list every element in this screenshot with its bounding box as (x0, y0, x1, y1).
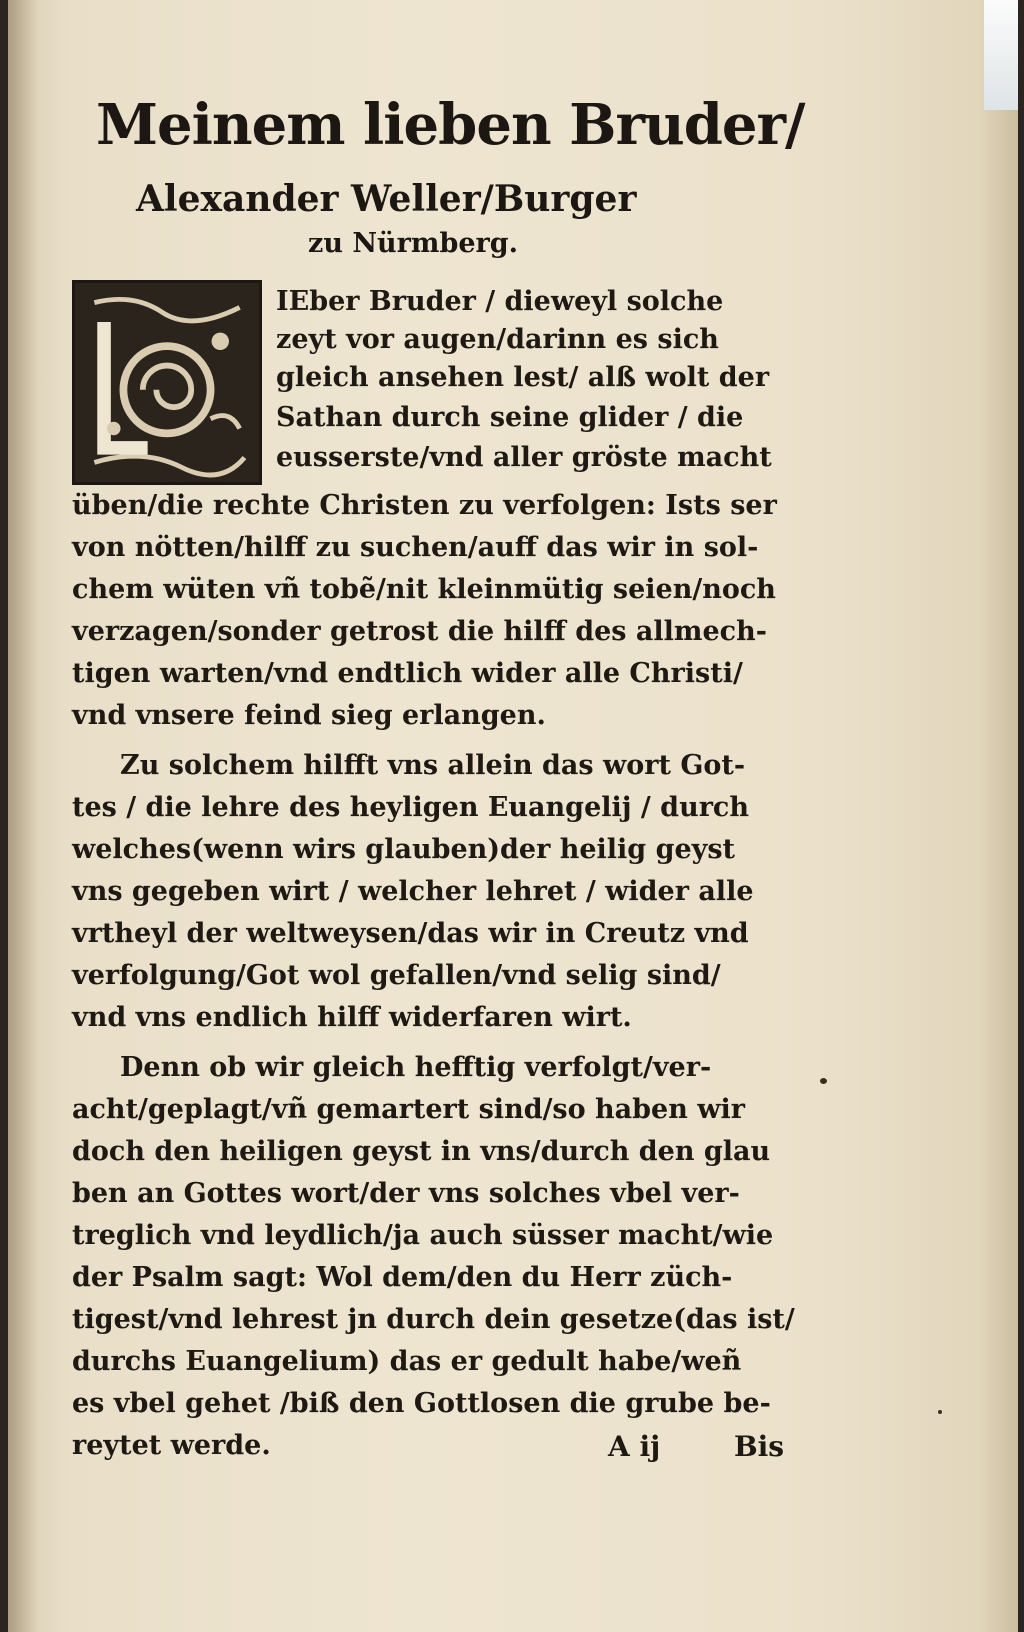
text-line: tigen warten/vnd endtlich wider alle Christi/ (72, 658, 743, 689)
text-line: gleich ansehen lest/ alß wolt der (276, 362, 770, 393)
text-line: von nötten/hilff zu suchen/auff das wir in sol- (72, 532, 759, 563)
text-line: verzagen/sonder getrost die hilff des allmech- (72, 616, 767, 647)
text-line: tigest/vnd lehrest jn durch dein gesetze(das ist/ (72, 1304, 795, 1335)
ornament-icon (75, 283, 259, 482)
page-edge (984, 0, 1018, 110)
text-line: Denn ob wir gleich hefftig verfolgt/ver- (120, 1052, 712, 1083)
text-line: durchs Euangelium) das er gedult habe/weñ (72, 1346, 742, 1377)
catchword: Bis (734, 1430, 785, 1463)
text-line: chem wüten vñ tobẽ/nit kleinmütig seien/noch (72, 574, 776, 605)
text-line: welches(wenn wirs glauben)der heilig geyst (72, 834, 735, 865)
text-line: eusserste/vnd aller gröste macht (276, 442, 772, 473)
text-line: vnd vns endlich hilff widerfaren wirt. (72, 1002, 632, 1033)
heading-line-2: Alexander Weller/Burger (136, 178, 637, 220)
text-line: ben an Gottes wort/der vns solches vbel ver- (72, 1178, 740, 1209)
text-line: verfolgung/Got wol gefallen/vnd selig sind/ (72, 960, 721, 991)
text-line: doch den heiligen geyst in vns/durch den glau (72, 1136, 771, 1167)
text-line: Sathan durch seine glider / die (276, 402, 744, 433)
signature-mark: A ij (608, 1430, 661, 1463)
text-line: acht/geplagt/vñ gemartert sind/so haben wir (72, 1094, 745, 1125)
decorated-initial-letter (72, 280, 262, 485)
ink-spot (938, 1410, 942, 1414)
ink-spot (820, 1078, 827, 1084)
text-line: der Psalm sagt: Wol dem/den du Herr züch- (72, 1262, 733, 1293)
heading-line-1: Meinem lieben Bruder/ (96, 92, 805, 158)
text-line: vrtheyl der weltweysen/das wir in Creutz vnd (72, 918, 749, 949)
text-line: vns gegeben wirt / welcher lehret / wider alle (72, 876, 754, 907)
text-line: treglich vnd leydlich/ja auch süsser macht/wie (72, 1220, 774, 1251)
text-line: IEber Bruder / dieweyl solche (276, 286, 724, 317)
text-line: Zu solchem hilfft vns allein das wort Got- (120, 750, 746, 781)
text-line: es vbel gehet /biß den Gottlosen die grube be- (72, 1388, 771, 1419)
text-line: reytet werde. (72, 1430, 271, 1461)
text-line: zeyt vor augen/darinn es sich (276, 324, 719, 355)
text-line: vnd vnsere feind sieg erlangen. (72, 700, 546, 731)
book-page (8, 0, 1018, 1632)
heading-line-3: zu Nürmberg. (308, 228, 519, 259)
text-line: tes / die lehre des heyligen Euangelij / durch (72, 792, 749, 823)
text-line: üben/die rechte Christen zu verfolgen: Ists ser (72, 490, 777, 521)
